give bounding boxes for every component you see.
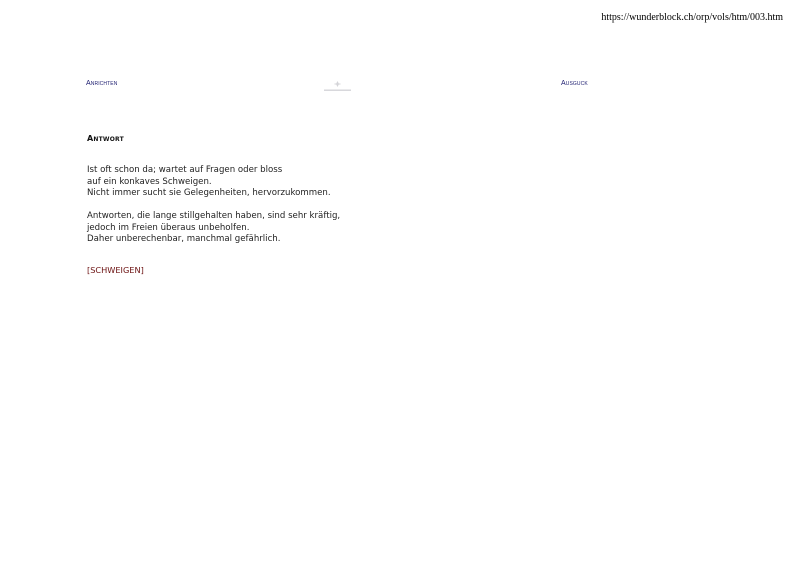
poem-line: Daher unberechenbar, manchmal gefährlich. [87, 234, 281, 245]
poem-line: Antworten, die lange stillgehalten haben, sind sehr kräftig, [87, 211, 341, 221]
poem-title: Antwort [87, 134, 124, 143]
poem-stanza [87, 165, 331, 200]
page-url-header: https://wunderblock.ch/orp/vols/htm/003.htm [601, 12, 783, 23]
nav-prev-link[interactable]: Anrichten [86, 80, 118, 87]
poem-line: auf ein konkaves Schweigen. [87, 176, 212, 187]
poem-line: Ist oft schon da; wartet auf Fragen oder bloss [87, 165, 283, 175]
poem-line: jedoch im Freien überaus unbeholfen. [87, 222, 250, 233]
poem-stanza [87, 211, 340, 246]
poem-line: Nicht immer sucht sie Gelegenheiten, hervorzukommen. [87, 188, 331, 199]
ornament-divider-icon [324, 79, 351, 92]
nav-next-link[interactable]: Ausguck [561, 80, 588, 87]
schweigen-link[interactable]: [SCHWEIGEN] [87, 265, 144, 275]
